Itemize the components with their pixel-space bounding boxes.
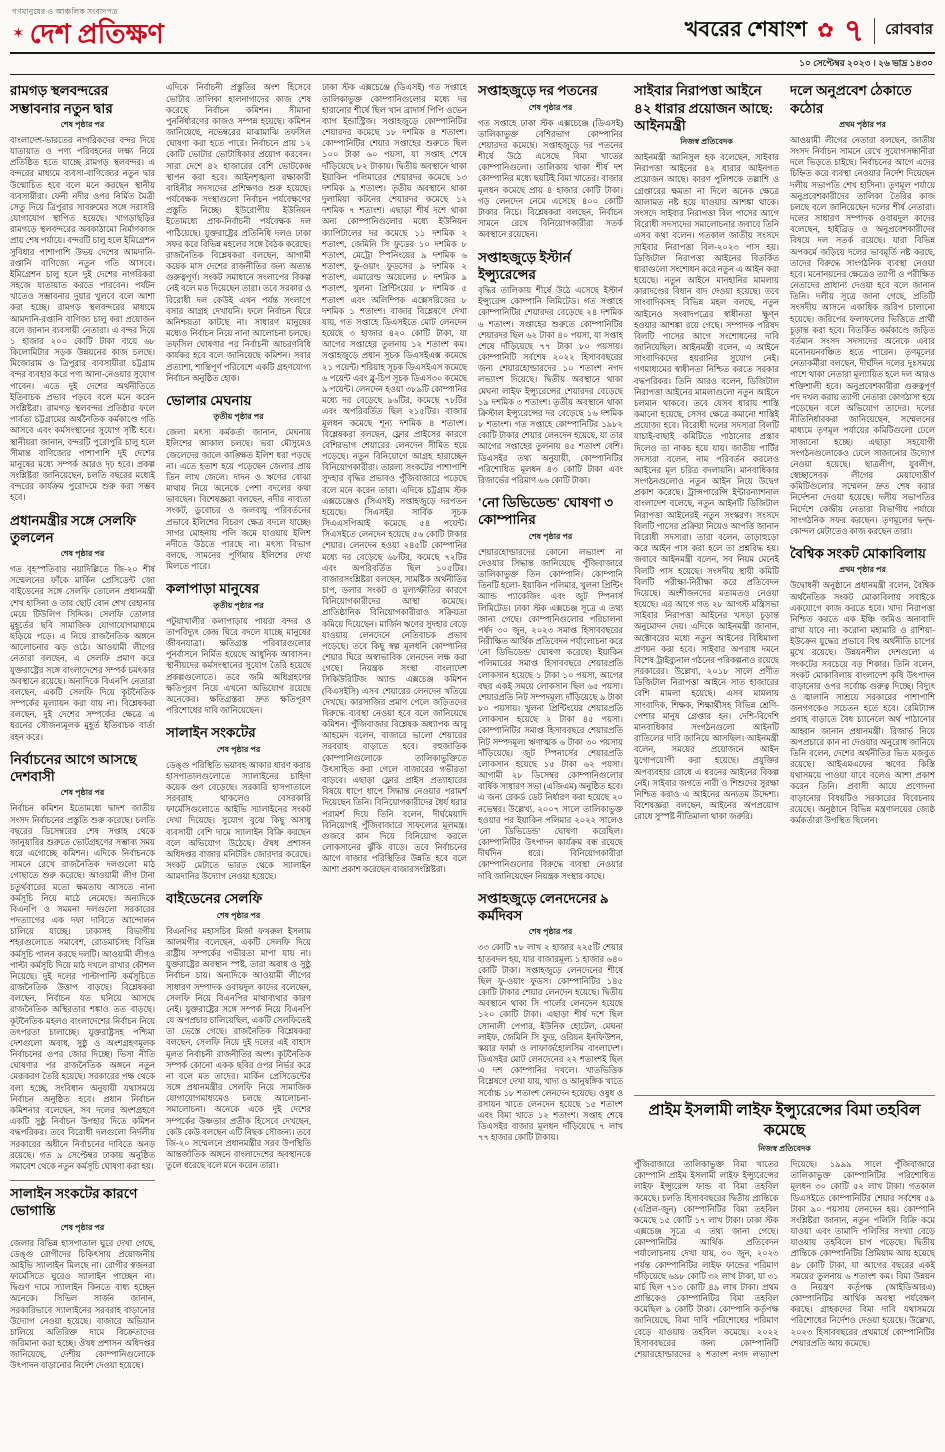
article-byline: শেষ পৃষ্ঠার পর [528, 102, 573, 112]
column-2 [166, 82, 311, 1433]
article-byline: প্রথম পৃষ্ঠার পর [839, 565, 886, 575]
article-body: পুঁজিবাজারে তালিকাভুক্ত বিমা খাতের কোম্পানি প্রাইম ইসলামী লাইফ ইন্স্যুরেন্সের লাইফ ইন্স্যুরেন্স ফান্ড বা বিমা তহবিল কমেছে। চলতি হিসাববছরের দ্বিতীয় প্রান্তিকে (এপ্রিল-জুন) কোম্পানিটির বিমা তহবিল কমেছে ১৫ কোটি ১৭ লাখ টাকা। ঢাকা স্টক এক্সচেঞ্জ সূত্রে এ তথ্য জানা গেছে। কোম্পানিটির আর্থিক প্রতিবেদন পর্যালোচনায় দেখা যায়, ৩০ জুন, ২০২৩ পর্যন্ত কোম্পানিটির লাইফ ফান্ডের পরিমাণ দাঁড়িয়েছে ৬৯৮ কোটি ৩২ লাখ টাকা, যা ৩১ মার্চ ছিল ৭১৩ কোটি ৪৯ লাখ টাকা। প্রথম প্রান্তিকেও কোম্পানিটির বিমা তহবিল কমেছিল ৯ কোটি টাকা। কোম্পানি কর্তৃপক্ষ জানিয়েছে, বিমা দাবি পরিশোধের পরিমাণ বেড়ে যাওয়ায় তহবিল কমেছে। ২০২২ হিসাববছরের জন্য কোম্পানিটি শেয়ারহোল্ডারদের ২ শতাংশ নগদ লভ্যাংশ দিয়েছে। ১৯৯৯ সালে পুঁজিবাজারে তালিকাভুক্ত কোম্পানিটির পরিশোধিত মূলধন ৩০ কোটি ৫২ লাখ টাকা। গতকাল ডিএসইতে কোম্পানিটির শেয়ার সর্বশেষ ৫৯ টাকা ৯০ পয়সায় লেনদেন হয়। কোম্পানি সংশ্লিষ্টরা জানান, নতুন পলিসি বিক্রি কমে যাওয়া এবং তামাদি পলিসির সংখ্যা বেড়ে যাওয়ায় তহবিলে চাপ পড়েছে। দ্বিতীয় প্রান্তিকে কোম্পানিটির প্রিমিয়াম আয় হয়েছে ৪৮ কোটি টাকা, যা আগের বছরের একই সময়ের তুলনায় ৬ শতাংশ কম। বিমা উন্নয়ন ও নিয়ন্ত্রণ কর্তৃপক্ষ (আইডিআরএ) কোম্পানিটির আর্থিক অবস্থা পর্যবেক্ষণ করছে। গ্রাহকদের বিমা দাবি যথাসময়ে পরিশোধের নির্দেশও দেওয়া হয়েছে। উল্লেখ্য, ২০২৩ হিসাববছরের প্রথমার্ধে কোম্পানিটির শেয়ারপ্রতি আয় কমেছে। [634, 1160, 935, 1359]
article-body: বৃদ্ধির তালিকায় শীর্ষে উঠে এসেছে ইস্টার্ন ইন্স্যুরেন্স কোম্পানি লিমিটেড। গত সপ্তাহে কোম্পানিটির শেয়ারদর বেড়েছে ২৪ দশমিক ৬ শতাংশ। সপ্তাহের শুরুতে কোম্পানিটির শেয়ারদর ছিল ৬২ টাকা ৪০ পয়সা, যা সপ্তাহ শেষে দাঁড়িয়েছে ৭৭ টাকা ৮০ পয়সায়। কোম্পানিটি সর্বশেষ ২০২২ হিসাববছরের জন্য শেয়ারহোল্ডারদের ১০ শতাংশ নগদ লভ্যাংশ দিয়েছে। দ্বিতীয় অবস্থানে থাকা মেঘনা লাইফ ইন্স্যুরেন্সের শেয়ারদর বেড়েছে ১৯ দশমিক ৩ শতাংশ। তৃতীয় অবস্থানে থাকা ক্রিস্টাল ইন্স্যুরেন্সের দর বেড়েছে ১৬ দশমিক ৮ শতাংশ। গত সপ্তাহে কোম্পানিটির ১৯৮২ কোটি টাকার শেয়ার লেনদেন হয়েছে, যা তার আগের সপ্তাহের তুলনায় ৪৫ শতাংশ বেশি। ডিএসইর তথ্য অনুযায়ী, কোম্পানিটির পরিশোধিত মূলধন ৪৩ কোটি টাকা এবং রিজার্ভের পরিমাণ ৬৬ কোটি টাকা। [478, 286, 623, 485]
article-boishik-sankat [790, 545, 935, 826]
article-headline: প্রাইম ইসলামী লাইফ ইন্স্যুরেন্সের বিমা তহবিল কমেছে [648, 1102, 921, 1140]
article-byline: শেষ পৃষ্ঠার পর [60, 549, 105, 559]
article-eastern-insurance [478, 249, 623, 487]
dateline-row [10, 54, 935, 75]
page-content [10, 75, 935, 1433]
article-dor-potoner [478, 82, 623, 240]
article-byline: শেষ পৃষ্ঠার পর [528, 927, 573, 937]
article-headline: 'নো ডিভিডেন্ড' ঘোষণা ৩ কোম্পানির [478, 495, 613, 528]
article-body: আইনমন্ত্রী আনিসুল হক বলেছেন, সাইবার নিরাপত্তা আইনের ৪২ ধারার আইনগত প্রয়োজন আছে। কারণ পুলিশকে তল্লাশি ও গ্রেপ্তারের ক্ষমতা না দিলে অনেক ক্ষেত্রে আলামত নষ্ট হয়ে যাওয়ার আশঙ্কা থাকে। সংসদে সাইবার নিরাপত্তা বিল পাসের আগে বিরোধী সদস্যদের সমালোচনার জবাবে তিনি এসব কথা বলেন। গতকাল জাতীয় সংসদে সাইবার নিরাপত্তা বিল-২০২৩ পাস হয়। ডিজিটাল নিরাপত্তা আইনের বিতর্কিত ধারাগুলো সংশোধন করে নতুন এ আইন করা হয়েছে। নতুন আইনে মানহানির মামলায় কারাদণ্ডের বিধান বাদ দেওয়া হয়েছে। তবে সাংবাদিকসহ বিভিন্ন মহল বলছে, নতুন আইনেও সংবাদপত্রের স্বাধীনতা ক্ষুণ্ন হওয়ার আশঙ্কা রয়ে গেছে। সম্পাদক পরিষদ বিলটি পাসের আগে সংশোধনের দাবি জানিয়েছিল। আইনমন্ত্রী বলেন, এ আইনে সাংবাদিকদের হয়রানির সুযোগ নেই। গণমাধ্যমের স্বাধীনতা নিশ্চিত করতে সরকার বদ্ধপরিকর। তিনি আরও বলেন, ডিজিটাল নিরাপত্তা আইনের মামলাগুলো নতুন আইনে চলমান থাকবে। তবে যেসব ধারায় শাস্তি কমানো হয়েছে, সেসব ক্ষেত্রে কমানো শাস্তিই প্রযোজ্য হবে। বিরোধী দলের সদস্যরা বিলটি যাচাই-বাছাই কমিটিতে পাঠানোর প্রস্তাব দিলেও তা নাকচ হয়ে যায়। জাতীয় পার্টির সদস্যরা বলেন, নাম পরিবর্তন করলেও আইনের মূল চরিত্র বদলায়নি। মানবাধিকার সংগঠনগুলোও নতুন আইন নিয়ে উদ্বেগ প্রকাশ করেছে। ট্রান্সপারেন্সি ইন্টারন্যাশনাল বাংলাদেশ বলেছে, নতুন আইনটি ডিজিটাল নিরাপত্তা আইনেরই নতুন সংস্করণ। সংসদে বিলটি পাসের প্রক্রিয়া নিয়েও আপত্তি জানান বিরোধী সদস্যরা। তারা বলেন, তাড়াহুড়ো করে আইন পাস করা হলে তা প্রশ্নবিদ্ধ হয়। জবাবে আইনমন্ত্রী বলেন, সব নিয়ম মেনেই বিলটি পাস হয়েছে। সংসদীয় স্থায়ী কমিটি বিলটি পরীক্ষা-নিরীক্ষা করে প্রতিবেদন দিয়েছে। অংশীজনদের মতামতও নেওয়া হয়েছে। এর আগে গত ২৮ আগস্ট মন্ত্রিসভা সাইবার নিরাপত্তা আইনের খসড়া চূড়ান্ত অনুমোদন দেয়। এদিকে আইনমন্ত্রী জানান, অক্টোবরের মধ্যে নতুন আইনের বিধিমালা প্রণয়ন করা হবে। সাইবার অপরাধ দমনে বিশেষ ট্রাইব্যুনাল গঠনের পরিকল্পনাও রয়েছে সরকারের। উল্লেখ্য, ২০১৮ সালে প্রণীত ডিজিটাল নিরাপত্তা আইনে সাত হাজারের বেশি মামলা হয়েছে। এসব মামলায় সাংবাদিক, শিক্ষক, শিক্ষার্থীসহ বিভিন্ন শ্রেণি-পেশার মানুষ গ্রেপ্তার হন। দেশি-বিদেশি মানবাধিকার সংগঠনগুলো আইনটি বাতিলের দাবি জানিয়ে আসছিল। আইনমন্ত্রী বলেন, সময়ের প্রয়োজনে আইন যুগোপযোগী করা হয়েছে। প্রযুক্তির অপব্যবহার রোধে এ ধরনের আইনের বিকল্প নেই। সাইবার জগতে নারী ও শিশুদের সুরক্ষা নিশ্চিত করাও এ আইনের অন্যতম উদ্দেশ্য। বিশেষজ্ঞরা বলছেন, আইনের অপপ্রয়োগ রোধে সুস্পষ্ট নীতিমালা থাকা জরুরি। [634, 153, 779, 822]
article-headline: কলাপাড়া মানুষের [166, 581, 260, 597]
article-headline: ভোলার মেঘনায় [166, 392, 252, 408]
article-headline: সপ্তাহজুড়ে ইস্টার্ন ইন্স্যুরেন্সের [478, 249, 571, 282]
article-headline: বাইডেনের সেলফি [166, 891, 263, 907]
paper-name-row [12, 20, 164, 48]
article-body: গত সপ্তাহে ঢাকা স্টক এক্সচেঞ্জে (ডিএসই) তালিকাভুক্ত বেশিরভাগ কোম্পানির শেয়ারদর কমেছে। সপ্তাহজুড়ে দর পতনের শীর্ষে উঠে এসেছে বিমা খাতের কোম্পানিগুলো। তালিকায় থাকা শীর্ষ দশ কোম্পানির মধ্যে ছয়টিই বিমা খাতের। বাজার মূলধন কমেছে প্রায় ৪ হাজার কোটি টাকা। গড় লেনদেন নেমে এসেছে ৪০০ কোটি টাকার নিচে। বিশ্লেষকরা বলছেন, নির্বাচন সামনে রেখে বিনিয়োগকারীরা সতর্ক অবস্থানে রয়েছেন। [478, 118, 623, 240]
article-market-continuation [322, 82, 467, 875]
article-body: জেলা মৎস্য কর্মকর্তা জানান, মেঘনায় ইলিশের আকাল চলছে। ভরা মৌসুমেও জেলেদের জালে কাঙ্ক্ষিত ইলিশ ধরা পড়ছে না। এতে হতাশ হয়ে পড়েছেন জেলার প্রায় তিন লাখ জেলে। দাদন ও ঋণের বোঝা মাথায় নিয়ে অনেকে পেশা বদলের কথা ভাবছেন। বিশেষজ্ঞরা বলছেন, নদীর নাব্যতা সংকট, ডুবোচর ও জলবায়ু পরিবর্তনের প্রভাবে ইলিশের বিচরণ ক্ষেত্র বদলে যাচ্ছে। সাগর মোহনায় পলি জমে যাওয়ায় ইলিশ নদীতে উঠতে পারছে না। মৎস্য বিভাগ বলছে, সামনের পূর্ণিমায় ইলিশের দেখা মিলতে পারে। [166, 428, 311, 572]
article-body: ডেঙ্গু পরিস্থিতি ভয়াবহ আকার ধারণ করায় হাসপাতালগুলোতে স্যালাইনের চাহিদা কয়েক গুণ বেড়েছে। সরকারি হাসপাতালে সরবরাহ থাকলেও বেসরকারি ফার্মেসিগুলোতে আইভি স্যালাইনের সংকট দেখা দিয়েছে। সুযোগ বুঝে কিছু অসাধু ব্যবসায়ী বেশি দামে স্যালাইন বিক্রি করছেন বলে অভিযোগ উঠেছে। ঔষধ প্রশাসন অধিদপ্তর বাজার মনিটরিং জোরদার করেছে। সংকট মেটাতে ভারত থেকে স্যালাইন আমদানির উদ্যোগ নেওয়া হয়েছে। [166, 760, 311, 882]
article-headline: বৈশ্বিক সংকট মোকাবিলায় [790, 546, 926, 562]
masthead [10, 5, 935, 52]
article-bhola-meghna [166, 392, 311, 573]
column-3 [322, 82, 467, 1433]
article-body: বিএনপির মহাসচিব মির্জা ফখরুল ইসলাম আলমগীর বলেছেন, একটি সেলফি দিয়ে রাষ্ট্রীয় সম্পর্কের গভীরতা মাপা যায় না। যুক্তরাষ্ট্রের অবস্থান স্পষ্ট, তারা অবাধ ও সুষ্ঠু নির্বাচন চায়। অন্যদিকে আওয়ামী লীগের সাধারণ সম্পাদক ওবায়দুল কাদের বলেছেন, সেলফি নিয়ে বিএনপির মাথাব্যথার কারণ নেই। যুক্তরাষ্ট্রের সঙ্গে সম্পর্ক নিয়ে বিএনপি যে অপপ্রচার চালিয়েছিল, একটি সেলফিতেই তা ভেস্তে গেছে। রাজনৈতিক বিশ্লেষকরা বলছেন, সেলফি নিয়ে দুই দলের এই বাহাস মূলত নির্বাচনী রাজনীতির অংশ। কূটনৈতিক সম্পর্ক কোনো একক ছবির ওপর নির্ভর করে না বলে মত তাদের। মার্কিন প্রেসিডেন্টের সঙ্গে প্রধানমন্ত্রীর সেলফি নিয়ে সামাজিক যোগাযোগমাধ্যমেও চলছে আলোচনা-সমালোচনা। অনেকে একে দুই দেশের সম্পর্কের উষ্ণতার প্রতীক হিসেবে দেখছেন, কেউ কেউ বলছেন এটি নিছক সৌজন্য। তবে জি-২০ সম্মেলনে প্রধানমন্ত্রীর সরব উপস্থিতি আন্তর্জাতিক অঙ্গনে বাংলাদেশের অবস্থানকে তুলে ধরেছে বলে মনে করেন তারা। [166, 926, 311, 1171]
column-5 [634, 82, 779, 1095]
article-byline: শেষ পৃষ্ঠার পর [216, 744, 261, 754]
article-byline: প্রথম পৃষ্ঠার পর [839, 119, 886, 129]
article-body: এদিকে নির্বাচনী প্রস্তুতির অংশ হিসেবে ভোটার তালিকা হালনাগাদের কাজ শেষ করেছে নির্বাচন কমিশন। সীমানা পুনর্নির্ধারণের কাজও সম্পন্ন হয়েছে। কমিশন জানিয়েছে, নভেম্বরের মাঝামাঝি তফসিল ঘোষণা করা হতে পারে। নির্বাচনে প্রায় ১২ কোটি ভোটার ভোটাধিকার প্রয়োগ করবেন। সারা দেশে ৪২ হাজারের বেশি ভোটকেন্দ্র স্থাপন করা হবে। আইনশৃঙ্খলা রক্ষাকারী বাহিনীর সদস্যদের প্রশিক্ষণও শুরু হয়েছে। পর্যবেক্ষক সংস্থাগুলো নির্বাচন পর্যবেক্ষণের প্রস্তুতি নিচ্ছে। ইউরোপীয় ইউনিয়ন ইতোমধ্যে প্রাক-নির্বাচনী পর্যবেক্ষক দল পাঠিয়েছে। যুক্তরাষ্ট্রের প্রতিনিধি দলও ঢাকা সফর করে বিভিন্ন মহলের সঙ্গে বৈঠক করেছে। রাজনৈতিক বিশ্লেষকরা বলছেন, আগামী কয়েক মাস দেশের রাজনীতির জন্য অত্যন্ত গুরুত্বপূর্ণ। সংকট সমাধানে সংলাপের বিকল্প নেই বলে মত দিয়েছেন তারা। তবে সরকার ও বিরোধী দল কেউই এখন পর্যন্ত সংলাপে বসার আগ্রহ দেখায়নি। ফলে নির্বাচন ঘিরে অনিশ্চয়তা কাটছে না। সাধারণ মানুষের মধ্যেও নির্বাচন নিয়ে নানা আলোচনা চলছে। তফসিল ঘোষণার পর নির্বাচনী আচরণবিধি কার্যকর হবে বলে জানিয়েছে কমিশন। সবার প্রত্যাশা, শান্তিপূর্ণ পরিবেশে একটি গ্রহণযোগ্য নির্বাচন অনুষ্ঠিত হোক। [166, 83, 311, 383]
article-body: ঢাকা স্টক এক্সচেঞ্জে (ডিএসই) গত সপ্তাহে তালিকাভুক্ত কোম্পানিগুলোর মধ্যে দর হারানোর শীর্ষে ছিল খান ব্রাদার্স পিপি ওভেন ব্যাগ ইন্ডাস্ট্রিজ। সপ্তাহজুড়ে কোম্পানিটির শেয়ারদর কমেছে ১৮ দশমিক ৪ শতাংশ। কোম্পানিটির শেয়ার সপ্তাহের শুরুতে ছিল ১০০ টাকা ৬০ পয়সা, যা সপ্তাহ শেষে দাঁড়িয়েছে ৮২ টাকায়। দ্বিতীয় অবস্থানে থাকা ইয়াকিন পলিমারের শেয়ারদর কমেছে ১৩ দশমিক ৯ শতাংশ। তৃতীয় অবস্থানে থাকা দুলামিয়া কটনের শেয়ারদর কমেছে ১২ দশমিক ৭ শতাংশ। এছাড়া শীর্ষ দশে থাকা অন্য কোম্পানিগুলোর মধ্যে ইউনিয়ন ক্যাপিটালের দর কমেছে ১১ দশমিক ২ শতাংশ, জেমিনি সি ফুডের ১০ দশমিক ৮ শতাংশ, মেট্রো স্পিনিংয়ের ৯ দশমিক ৬ শতাংশ, ফু-ওয়াং ফুডসের ৯ দশমিক ২ শতাংশ, এমারেল্ড অয়েলের ৮ দশমিক ৯ শতাংশ, খুলনা প্রিন্টিংয়ের ৮ দশমিক ৫ শতাংশ এবং অলিম্পিক এক্সেসরিজের ৮ দশমিক ১ শতাংশ। বাজার বিশ্লেষণে দেখা যায়, গত সপ্তাহে ডিএসইতে মোট লেনদেন হয়েছে ৩ হাজার ৪২০ কোটি টাকা, যা আগের সপ্তাহের তুলনায় ১২ শতাংশ কম। সপ্তাহজুড়ে প্রধান সূচক ডিএসইএক্স কমেছে ২১ পয়েন্ট। শরিয়াহ সূচক ডিএসইএস কমেছে ৬ পয়েন্ট এবং ব্লু-চিপ সূচক ডিএস৩০ কমেছে ৯ পয়েন্ট। লেনদেন হওয়া ৩৮৯টি কোম্পানির মধ্যে দর বেড়েছে ৯৬টির, কমেছে ৭৮টির এবং অপরিবর্তিত ছিল ২১৫টির। বাজার মূলধন কমেছে শূন্য দশমিক ৪ শতাংশ। বিশ্লেষকরা বলছেন, ফ্লোর প্রাইসের কারণে বেশিরভাগ শেয়ারের লেনদেন সীমিত হয়ে পড়েছে। নতুন বিনিয়োগে আগ্রহ হারাচ্ছেন বিনিয়োগকারীরা। তারল্য সংকটের পাশাপাশি সুদহার বৃদ্ধির প্রভাবও পুঁজিবাজারে পড়েছে বলে মনে করেন তারা। এদিকে চট্টগ্রাম স্টক এক্সচেঞ্জেও (সিএসই) সপ্তাহজুড়ে দরপতন হয়েছে। সিএসইর সার্বিক সূচক সিএএসপিআই কমেছে ৫৪ পয়েন্ট। সিএসইতে লেনদেন হয়েছে ৫৬ কোটি টাকার শেয়ার। লেনদেন হওয়া ২৪৫টি কোম্পানির মধ্যে দর বেড়েছে ৬৮টির, কমেছে ৭২টির এবং অপরিবর্তিত ছিল ১০৫টির। বাজারসংশ্লিষ্টরা বলছেন, সামষ্টিক অর্থনীতির চাপ, ডলার সংকট ও মূল্যস্ফীতির কারণে বিনিয়োগকারীদের আস্থা কমেছে। প্রাতিষ্ঠানিক বিনিয়োগকারীরাও সক্রিয়তা কমিয়ে দিয়েছেন। মার্জিন ঋণের সুদহার বেড়ে যাওয়ায় লেনদেনে নেতিবাচক প্রভাব পড়েছে। তবে কিছু স্বল্প মূলধনি কোম্পানির শেয়ার ঘিরে অস্বাভাবিক লেনদেন লক্ষ করা গেছে। নিয়ন্ত্রক সংস্থা বাংলাদেশ সিকিউরিটিজ অ্যান্ড এক্সচেঞ্জ কমিশন (বিএসইসি) এসব শেয়ারের লেনদেন খতিয়ে দেখছে। কারসাজির প্রমাণ পেলে জড়িতদের বিরুদ্ধে ব্যবস্থা নেওয়া হবে বলে জানিয়েছে কমিশন। পুঁজিবাজার বিশ্লেষক অধ্যাপক আবু আহমেদ বলেন, বাজারে ভালো শেয়ারের সরবরাহ বাড়াতে হবে। বহুজাতিক কোম্পানিগুলোকে তালিকাভুক্তিতে উৎসাহিত করা গেলে বাজারের গভীরতা বাড়বে। এছাড়া ফ্লোর প্রাইস প্রত্যাহারের বিষয়ে ধাপে ধাপে সিদ্ধান্ত নেওয়ার পরামর্শ দিয়েছেন তিনি। বিনিয়োগকারীদের ধৈর্য ধরার পরামর্শ দিয়ে তিনি বলেন, দীর্ঘমেয়াদি বিনিয়োগই পুঁজিবাজারে সাফল্যের মূলমন্ত্র। গুজবে কান দিয়ে বিনিয়োগ করলে লোকসানের ঝুঁকি বাড়ে। তবে নির্বাচনের আগে বাজার পরিস্থিতির উন্নতি হবে বলে আশা প্রকাশ করেছেন বাজারসংশ্লিষ্টরা। [322, 83, 467, 875]
masthead-left [12, 7, 164, 48]
article-body: জেলার বিভিন্ন হাসপাতাল ঘুরে দেখা গেছে, ডেঙ্গু রোগীদের চিকিৎসায় প্রয়োজনীয় আইভি স্যালাইন মিলছে না। রোগীর স্বজনরা ফার্মেসিতে ঘুরেও স্যালাইন পাচ্ছেন না। দ্বিগুণ দামে স্যালাইন কিনতে বাধ্য হচ্ছেন অনেকে। সিভিল সার্জন জানান, সরকারিভাবে স্যালাইনের সরবরাহ বাড়ানোর উদ্যোগ নেওয়া হয়েছে। বাজারে অভিযান চালিয়ে অতিরিক্ত দামে বিক্রেতাদের জরিমানা করা হচ্ছে। ঔষধ প্রশাসন অধিদপ্তর জানিয়েছে, দেশীয় কোম্পানিগুলোকে উৎপাদন বাড়ানোর নির্দেশ দেওয়া হয়েছে। [10, 1238, 155, 1371]
article-headline: দলে অনুপ্রবেশ ঠেকাতে কঠোর [790, 83, 912, 116]
article-headline: প্রধানমন্ত্রীর সঙ্গে সেলফি তুললেন [10, 512, 137, 545]
article-no-dividend [478, 494, 623, 882]
article-body: আওয়ামী লীগের নেতারা বলছেন, জাতীয় সংসদ নির্বাচন সামনে রেখে সুযোগসন্ধানীরা দলে ভিড়তে চাইছে। নির্বাচনের আগে এদের চিহ্নিত করে ব্যবস্থা নেওয়ার নির্দেশ দিয়েছেন দলীয় সভাপতি শেখ হাসিনা। তৃণমূল পর্যায়ে অনুপ্রবেশকারীদের তালিকা তৈরির কাজ চলছে বলে জানিয়েছেন দলের শীর্ষ নেতারা। দলের সাধারণ সম্পাদক ওবায়দুল কাদের বলেছেন, হাইব্রিড ও অনুপ্রবেশকারীদের বিষয়ে দল সতর্ক রয়েছে। যারা বিভিন্ন অপকর্মে জড়িয়ে দলের ভাবমূর্তি নষ্ট করছে, তাদের বিরুদ্ধে সাংগঠনিক ব্যবস্থা নেওয়া হবে। মনোনয়নের ক্ষেত্রেও ত্যাগী ও পরীক্ষিত নেতাদের প্রাধান্য দেওয়া হবে বলে জানান তিনি। দলীয় সূত্রে জানা গেছে, প্রতিটি সংসদীয় আসনে একাধিক জরিপ চালানো হয়েছে। জরিপের ফলাফলের ভিত্তিতে প্রার্থী চূড়ান্ত করা হবে। বিতর্কিত কর্মকাণ্ডে জড়িত বর্তমান সংসদ সদস্যদের অনেকে এবার মনোনয়নবঞ্চিত হতে পারেন। তৃণমূলের নেতাকর্মীরা বলছেন, দীর্ঘদিন দলের দুঃসময়ে পাশে থাকা নেতারা মূল্যায়িত হলে দল আরও শক্তিশালী হবে। অনুপ্রবেশকারীরা গুরুত্বপূর্ণ পদ দখল করায় ত্যাগী নেতারা কোণঠাসা হয়ে পড়েছেন বলে অভিযোগ তাদের। দলের নীতিনির্ধারকরা জানিয়েছেন, সম্মেলনের মাধ্যমে তৃণমূল পর্যায়ের কমিটিগুলো ঢেলে সাজানো হচ্ছে। এছাড়া সহযোগী সংগঠনগুলোকেও ঢেলে সাজানোর উদ্যোগ নেওয়া হয়েছে। ছাত্রলীগ, যুবলীগ, স্বেচ্ছাসেবক লীগের মেয়াদোত্তীর্ণ কমিটিগুলোর সম্মেলন দ্রুত শেষ করার নির্দেশনা দেওয়া হয়েছে। দলীয় সভাপতির নির্দেশে কেন্দ্রীয় নেতারা বিভাগীয় পর্যায়ে সাংগঠনিক সফর করছেন। তৃণমূলের দ্বন্দ্ব-কোন্দল মেটাতেও কাজ করছেন তারা। [790, 135, 935, 536]
article-body: নির্বাচন কমিশন ইতোমধ্যে দ্বাদশ জাতীয় সংসদ নির্বাচনের প্রস্তুতি শুরু করেছে। চলতি বছরের ডিসেম্বরের শেষ সপ্তাহ থেকে জানুয়ারির শুরুতে ভোটগ্রহণের সম্ভাব্য সময় ধরে এগোচ্ছে কমিশন। এদিকে নির্বাচনকে সামনে রেখে রাজনৈতিক দলগুলো মাঠ গোছাতে শুরু করেছে। আওয়ামী লীগ টানা চতুর্থবারের মতো ক্ষমতায় আসতে নানা কর্মসূচি নিয়ে মাঠে নেমেছে। অন্যদিকে বিএনপি ও সমমনা দলগুলো সরকারের পদত্যাগের এক দফা দাবিতে আন্দোলন চালিয়ে যাচ্ছে। ঢাকাসহ বিভাগীয় শহরগুলোতে সমাবেশ, রোডমার্চসহ বিভিন্ন কর্মসূচি পালন করছে দলটি। আওয়ামী লীগও পাল্টা কর্মসূচি দিয়ে মাঠ দখলে রাখার কৌশল নিয়েছে। দুই দলের পাল্টাপাল্টি কর্মসূচিতে রাজনৈতিক উত্তাপ বাড়ছে। বিশ্লেষকরা বলছেন, নির্বাচন যত ঘনিয়ে আসছে রাজনৈতিক অস্থিরতার শঙ্কাও তত বাড়ছে। কূটনৈতিক মহলও বাংলাদেশের নির্বাচন নিয়ে তৎপরতা চালাচ্ছে। যুক্তরাষ্ট্রসহ পশ্চিমা দেশগুলো অবাধ, সুষ্ঠু ও অংশগ্রহণমূলক নির্বাচনের ওপর জোর দিচ্ছে। ভিসা নীতি ঘোষণার পর রাজনৈতিক অঙ্গনে নতুন মেরূকরণ তৈরি হয়েছে। সরকারের পক্ষ থেকে বলা হচ্ছে, সংবিধান অনুযায়ী যথাসময়ে নির্বাচন অনুষ্ঠিত হবে। প্রধান নির্বাচন কমিশনার বলেছেন, সব দলের অংশগ্রহণে একটি সুষ্ঠু নির্বাচন উপহার দিতে কমিশন বদ্ধপরিকর। তবে বিরোধী দলগুলো নির্দলীয় সরকারের অধীনে নির্বাচনের দাবিতে অনড় রয়েছে। গত ৯ সেপ্টেম্বর ঢাকায় অনুষ্ঠিত সমাবেশ থেকে নতুন কর্মসূচি ঘোষণা করা হয়। [10, 804, 155, 1171]
article-headline: নির্বাচনের আগে আসছে দেশবাসী [10, 751, 137, 785]
article-body: ৩৩ কোটি ৭৮ লাখ ২ হাজার ২২৫টি শেয়ার হাতবদল হয়, যার বাজারমূল্য ১ হাজার ৬৪০ কোটি টাকা। সপ্তাহজুড়ে লেনদেনের শীর্ষে ছিল ফু-ওয়াং ফুডস। কোম্পানিটির ১৪৫ কোটি টাকার শেয়ার লেনদেন হয়েছে। দ্বিতীয় অবস্থানে থাকা সি পার্লের লেনদেন হয়েছে ১২০ কোটি টাকা। এছাড়া শীর্ষ দশে ছিল সোনালী পেপার, ইউনিক হোটেল, মেঘনা লাইফ, জেমিনি সি ফুড, ওরিয়ন ইনফিউশন, স্কয়ার ফার্মা ও লাফার্জহোলসিম বাংলাদেশ। ডিএসইর মোট লেনদেনের ২২ শতাংশই ছিল এ দশ কোম্পানির দখলে। খাতভিত্তিক বিশ্লেষণে দেখা যায়, খাদ্য ও আনুষঙ্গিক খাতে সর্বোচ্চ ১৮ শতাংশ লেনদেন হয়েছে। ওষুধ ও রসায়ন খাতে লেনদেন হয়েছে ১৫ শতাংশ এবং বিমা খাতে ১২ শতাংশ। সপ্তাহ শেষে ডিএসইর বাজার মূলধন দাঁড়িয়েছে ৭ লাখ ৭৭ হাজার কোটি টাকায়। [478, 943, 623, 1143]
article-biden-selfie [166, 890, 311, 1171]
article-kalapara [166, 580, 311, 716]
article-byline: নিজস্ব প্রতিবেদক [758, 1144, 811, 1153]
article-byline: শেষ পৃষ্ঠার পর [60, 788, 105, 798]
masthead-tagline: গণমানুষের ও আঞ্চলিক সংবাদপত্র [12, 7, 118, 16]
article-body: পটুয়াখালীর কলাপাড়ায় পায়রা বন্দর ও তাপবিদ্যুৎ কেন্দ্র ঘিরে বদলে যাচ্ছে মানুষের জীবনযাত্রা। ক্ষতিগ্রস্ত পরিবারগুলোর পুনর্বাসনে নির্মিত হয়েছে আধুনিক আবাসন। স্থানীয়দের কর্মসংস্থানের সুযোগ তৈরি হয়েছে প্রকল্পগুলোতে। তবে জমি অধিগ্রহণের ক্ষতিপূরণ নিয়ে এখনো অভিযোগ রয়েছে অনেকের। ক্ষতিগ্রস্তরা দ্রুত ক্ষতিপূরণ পরিশোধের দাবি জানিয়েছেন। [166, 616, 311, 716]
page-number: ৭ [843, 12, 865, 48]
article-body: বাংলাদেশ-ভারতের নাগরিকদের বন্দর দিয়ে যাতায়াত ও পণ্য পরিবহনের লক্ষ্য নিয়ে প্রতিষ্ঠিত হতে যাচ্ছে রামগড় স্থলবন্দর। এ বন্দরের মাধ্যমে ব্যবসা-বাণিজ্যের নতুন দ্বার উন্মোচিত হবে বলে মনে করছেন স্থানীয় ব্যবসায়ীরা। ফেনী নদীর ওপর নির্মিত মৈত্রী সেতু দিয়ে ত্রিপুরার সাবরুমের সঙ্গে সরাসরি যোগাযোগ স্থাপিত হয়েছে। খাগড়াছড়ির রামগড়ে স্থলবন্দরের অবকাঠামো নির্মাণকাজ প্রায় শেষ পর্যায়ে। বন্দরটি চালু হলে ইমিগ্রেশন সুবিধার পাশাপাশি উভয় দেশের আমদানি-রপ্তানি বাণিজ্যে নতুন গতি আসবে। ইমিগ্রেশন চালু হলে দুই দেশের নাগরিকরা সহজে যাতায়াত করতে পারবেন। পর্যটন খাতেও সম্ভাবনার দুয়ার খুলবে বলে আশা করা হচ্ছে। রামগড় স্থলবন্দরের মাধ্যমে আমদানি-রপ্তানি বাণিজ্য চালু করা প্রয়োজন বলে জানান ব্যবসায়ী নেতারা। এ বন্দর দিয়ে ১ হাজার ২০০ কোটি টাকা ব্যয়ে ৬৮ কিলোমিটার সড়ক উন্নয়নের কাজ চলছে। মিজোরাম ও ত্রিপুরার ব্যবসায়ীরা চট্টগ্রাম বন্দর ব্যবহার করে পণ্য আনা-নেওয়ার সুযোগ পাবেন। এতে দুই দেশের অর্থনীতিতে ইতিবাচক প্রভাব পড়বে বলে মনে করেন সংশ্লিষ্টরা। রামগড় স্থলবন্দর প্রতিষ্ঠার ফলে পার্বত্য চট্টগ্রামের অর্থনৈতিক কর্মকাণ্ডে গতি আসবে এবং কর্মসংস্থানের সুযোগ সৃষ্টি হবে। স্থানীয়রা জানান, বন্দরটি পুরোপুরি চালু হলে সীমান্ত বাণিজ্যের পাশাপাশি দুই দেশের মানুষের মধ্যে সম্পর্ক আরও দৃঢ় হবে। প্রকল্প সংশ্লিষ্টরা জানিয়েছেন, চলতি বছরের মধ্যেই বন্দরের কার্যক্রম পুরোদমে শুরু করা সম্ভব হবে। [10, 135, 155, 503]
day-label: রোববার [885, 22, 933, 39]
paper-name: দেশ প্রতিক্ষণ [29, 19, 164, 49]
masthead-divider [874, 18, 875, 44]
article-byline: তৃতীয় পৃষ্ঠার পর [213, 412, 264, 422]
masthead-logo-icon: ✶ [12, 25, 25, 42]
article-pm-selfie [10, 512, 155, 743]
flower-emblem-icon: ✿ [817, 19, 834, 42]
column-4 [478, 82, 623, 1433]
article-byline: শেষ পৃষ্ঠার পর [216, 910, 261, 920]
article-byline: শেষ পৃষ্ঠার পর [528, 531, 573, 541]
article-headline: সালাইন সংকটের কারণে ভোগান্তি [10, 1186, 138, 1219]
article-dole-onuprobesh [790, 82, 935, 537]
article-byline: শেষ পৃষ্ঠার পর [60, 1222, 105, 1232]
article-cyber-security [634, 82, 779, 822]
article-headline: সাইবার নিরাপত্তা আইনে ৪২ ধারার প্রয়োজন আছে: আইনমন্ত্রী [634, 83, 774, 133]
article-byline: শেষ পৃষ্ঠার পর [60, 119, 105, 129]
article-nirbachon [10, 751, 155, 1172]
article-prime-islami [634, 1101, 935, 1360]
article-headline: সালাইন সংকটের [166, 725, 256, 741]
article-headline: রামগড় স্থলবন্দরের সম্ভাবনার নতুন দ্বার [10, 83, 113, 116]
article-body: গত বৃহস্পতিবার নয়াদিল্লিতে জি-২০ শীর্ষ সম্মেলনের ফাঁকে মার্কিন প্রেসিডেন্ট জো বাইডেনের সঙ্গে সেলফি তোলেন প্রধানমন্ত্রী শেখ হাসিনা ও তার ছোট বোন শেখ রেহানার মেয়ে টিউলিপ সিদ্দিক। সেলফি তোলার মুহূর্তের ছবি সামাজিক যোগাযোগমাধ্যমে ছড়িয়ে পড়ে। এ নিয়ে রাজনৈতিক অঙ্গনে আলোচনার ঝড় ওঠে। আওয়ামী লীগের নেতারা বলছেন, এ সেলফি প্রমাণ করে যুক্তরাষ্ট্রের সঙ্গে বাংলাদেশের সম্পর্ক চমৎকার অবস্থানে রয়েছে। অন্যদিকে বিএনপি নেতারা বলছেন, একটি সেলফি দিয়ে কূটনৈতিক সম্পর্কের মূল্যায়ন করা যায় না। বিশ্লেষকরা বলছেন, দুই দেশের সম্পর্কের ক্ষেত্রে এ ধরনের সৌজন্যমূলক মুহূর্ত ইতিবাচক বার্তা বহন করে। [10, 565, 155, 742]
article-byline: তৃতীয় পৃষ্ঠার পর [213, 600, 264, 610]
article-headline: সপ্তাহজুড়ে লেনদেনের ৯ কর্মদিবস [478, 890, 609, 924]
dateline: ১০ সেপ্টেম্বর ২০২৩ । ২৬ ভাদ্র ১৪৩০ [799, 58, 933, 69]
article-saline-sankat [166, 724, 311, 882]
masthead-right [685, 13, 933, 48]
article-ramgarh-port [10, 82, 155, 503]
article-nirbachon-continuation [166, 82, 311, 384]
article-lenden [478, 890, 623, 1144]
article-byline: নিজস্ব প্রতিবেদক [680, 137, 733, 147]
bottom-span-article [634, 1095, 935, 1433]
column-6 [790, 82, 935, 1095]
column-1 [10, 82, 155, 1433]
article-body: উদ্বোধনী অনুষ্ঠানে প্রধানমন্ত্রী বলেন, বৈশ্বিক অর্থনৈতিক সংকট মোকাবিলায় সবাইকে একযোগে কাজ করতে হবে। খাদ্য নিরাপত্তা নিশ্চিত করতে এক ইঞ্চি জমিও অনাবাদি রাখা যাবে না। করোনা মহামারি ও রাশিয়া-ইউক্রেন যুদ্ধের প্রভাবে বিশ্ব অর্থনীতি চাপের মুখে রয়েছে। উন্নয়নশীল দেশগুলো এ সংকটের সবচেয়ে বড় শিকার। তিনি বলেন, সংকট মোকাবিলায় বাংলাদেশ কৃষি উৎপাদন বাড়ানোর ওপর সর্বোচ্চ গুরুত্ব দিচ্ছে। বিদ্যুৎ ও জ্বালানি সাশ্রয়ে সরকারের পাশাপাশি জনগণকেও সচেতন হতে হবে। রেমিট্যান্স প্রবাহ বাড়াতে বৈধ চ্যানেলে অর্থ পাঠানোর আহ্বান জানান প্রধানমন্ত্রী। রিজার্ভ নিয়ে অপপ্রচারে কান না দেওয়ার অনুরোধ জানিয়ে তিনি বলেন, দেশের অর্থনীতির ভিত মজবুত রয়েছে। আইএমএফের ঋণের কিস্তি যথাসময়ে পাওয়া যাবে বলেও আশা প্রকাশ করেন তিনি। প্রবাসী আয়ে প্রণোদনা বাড়ানোর বিষয়টিও সরকারের বিবেচনায় রয়েছে। অনুষ্ঠানে বিভিন্ন মন্ত্রণালয়ের জ্যেষ্ঠ কর্মকর্তারা উপস্থিত ছিলেন। [790, 581, 935, 825]
article-saline-bhogenti [10, 1180, 155, 1372]
article-body: শেয়ারহোল্ডারদের কোনো লভ্যাংশ না দেওয়ার সিদ্ধান্ত জানিয়েছে পুঁজিবাজারে তালিকাভুক্ত তিন কোম্পানি। কোম্পানি তিনটি হলো- ইয়াকিন পলিমার, খুলনা প্রিন্টিং অ্যান্ড প্যাকেজিং এবং জুট স্পিনার্স লিমিটেড। ঢাকা স্টক এক্সচেঞ্জ সূত্রে এ তথ্য জানা গেছে। কোম্পানিগুলোর পরিচালনা পর্ষদ ৩০ জুন, ২০২৩ সমাপ্ত হিসাববছরের নিরীক্ষিত আর্থিক প্রতিবেদন পর্যালোচনা করে 'নো ডিভিডেন্ড' ঘোষণা করেছে। ইয়াকিন পলিমারের সমাপ্ত হিসাববছরে শেয়ারপ্রতি লোকসান হয়েছে ১ টাকা ১০ পয়সা, আগের বছর একই সময়ে লোকসান ছিল ৬৫ পয়সা। শেয়ারপ্রতি নিট সম্পদমূল্য দাঁড়িয়েছে ৯ টাকা ৮০ পয়সায়। খুলনা প্রিন্টিংয়ের শেয়ারপ্রতি লোকসান হয়েছে ২ টাকা ৪৫ পয়সা। কোম্পানিটির সমাপ্ত হিসাববছরে শেয়ারপ্রতি নিট সম্পদমূল্য ঋণাত্মক ৬ টাকা ৩০ পয়সায় দাঁড়িয়েছে। জুট স্পিনার্সের শেয়ারপ্রতি লোকসান হয়েছে ১৫ টাকা ৬২ পয়সা। আগামী ২৮ ডিসেম্বর কোম্পানিগুলোর বার্ষিক সাধারণ সভা (এজিএম) অনুষ্ঠিত হবে। এ জন্য রেকর্ড ডেট নির্ধারণ করা হয়েছে ২০ নভেম্বর। উল্লেখ্য, ২০০৭ সালে তালিকাভুক্ত হওয়ার পর ইয়াকিন পলিমার ২০২২ সালেও 'নো ডিভিডেন্ড' ঘোষণা করেছিল। কোম্পানিটির উৎপাদন কার্যক্রম বন্ধ রয়েছে দীর্ঘদিন ধরে। বিনিয়োগকারীরা কোম্পানিগুলোর বিরুদ্ধে ব্যবস্থা নেওয়ার দাবি জানিয়েছেন নিয়ন্ত্রক সংস্থার কাছে। [478, 547, 623, 881]
section-title: খবরের শেষাংশ [684, 17, 808, 42]
article-headline: সপ্তাহজুড়ে দর পতনের [478, 83, 598, 99]
